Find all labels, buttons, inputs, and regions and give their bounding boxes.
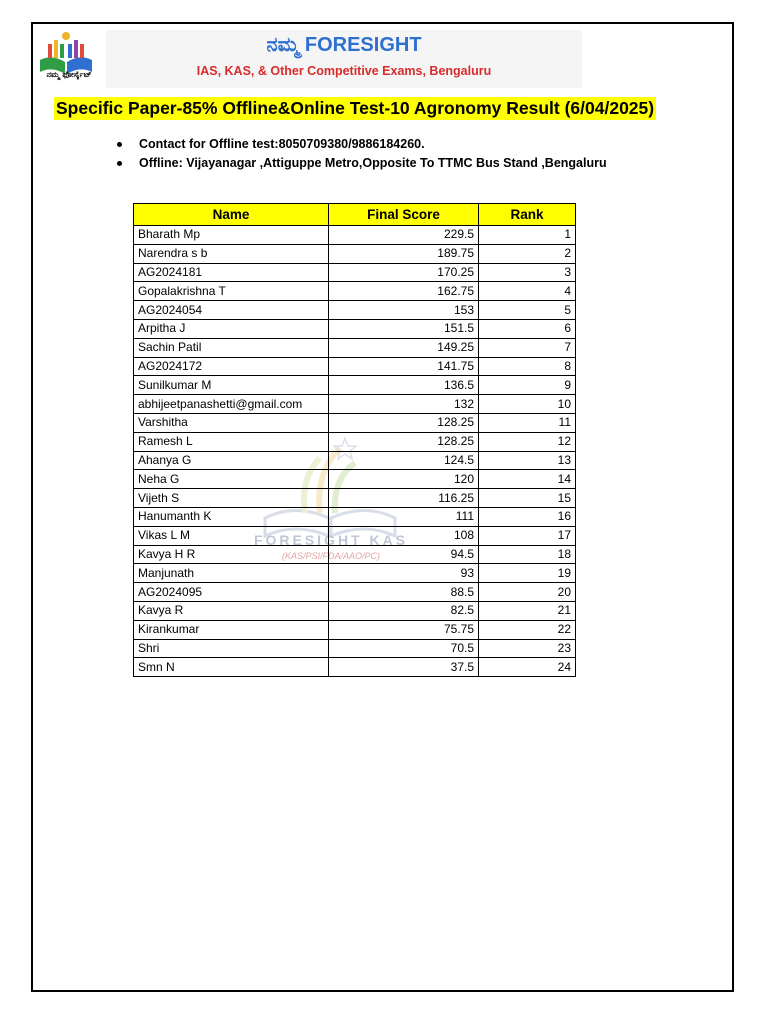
cell-name: Kirankumar (134, 620, 329, 639)
cell-final-score: 75.75 (329, 620, 479, 639)
table-row (134, 507, 576, 526)
table-row (134, 583, 576, 602)
cell-name: Hanumanth K (134, 507, 329, 526)
table-row (134, 564, 576, 583)
table-row (134, 357, 576, 376)
cell-rank: 6 (479, 319, 576, 338)
cell-rank: 17 (479, 526, 576, 545)
cell-final-score: 141.75 (329, 357, 479, 376)
cell-final-score: 93 (329, 564, 479, 583)
table-row (134, 470, 576, 489)
cell-name: Vijeth S (134, 489, 329, 508)
cell-name: Sachin Patil (134, 338, 329, 357)
table-row (134, 338, 576, 357)
cell-name: Ramesh L (134, 432, 329, 451)
cell-rank: 20 (479, 583, 576, 602)
table-row (134, 319, 576, 338)
cell-final-score: 82.5 (329, 601, 479, 620)
cell-name: Kavya H R (134, 545, 329, 564)
cell-rank: 5 (479, 301, 576, 320)
cell-name: Shri (134, 639, 329, 658)
result-title: Specific Paper-85% Offline&Online Test-10 Agronomy Result (6/04/2025) (56, 98, 655, 118)
contact-list (117, 135, 607, 173)
table-row (134, 376, 576, 395)
cell-final-score: 132 (329, 395, 479, 414)
table-row (134, 301, 576, 320)
table-row (134, 413, 576, 432)
contact-phone: Contact for Offline test:8050709380/9886184260. (117, 135, 607, 154)
cell-rank: 10 (479, 395, 576, 414)
table-row (134, 489, 576, 508)
table-row (134, 526, 576, 545)
cell-name: Arpitha J (134, 319, 329, 338)
cell-final-score: 189.75 (329, 244, 479, 263)
cell-final-score: 128.25 (329, 413, 479, 432)
cell-name: Manjunath (134, 564, 329, 583)
cell-name: AG2024181 (134, 263, 329, 282)
table-row (134, 432, 576, 451)
header-name: Name (134, 204, 329, 226)
header-title: ನಮ್ಮ FORESIGHT (266, 34, 422, 56)
cell-final-score: 108 (329, 526, 479, 545)
header-final-score: Final Score (329, 204, 479, 226)
cell-final-score: 94.5 (329, 545, 479, 564)
cell-rank: 22 (479, 620, 576, 639)
table-row (134, 282, 576, 301)
cell-name: Vikas L M (134, 526, 329, 545)
cell-final-score: 162.75 (329, 282, 479, 301)
cell-name: Bharath Mp (134, 226, 329, 245)
cell-name: Gopalakrishna T (134, 282, 329, 301)
table-row (134, 244, 576, 263)
cell-name: AG2024054 (134, 301, 329, 320)
cell-rank: 1 (479, 226, 576, 245)
cell-name: Ahanya G (134, 451, 329, 470)
table-row (134, 620, 576, 639)
watermark-text: FORESIGHT KAS (253, 532, 409, 548)
cell-rank: 14 (479, 470, 576, 489)
contact-address: Offline: Vijayanagar ,Attiguppe Metro,Opposite To TTMC Bus Stand ,Bengaluru (117, 154, 607, 173)
cell-name: Neha G (134, 470, 329, 489)
table-row (134, 658, 576, 677)
cell-final-score: 151.5 (329, 319, 479, 338)
cell-name: AG2024095 (134, 583, 329, 602)
cell-final-score: 149.25 (329, 338, 479, 357)
table-row (134, 545, 576, 564)
cell-name: Narendra s b (134, 244, 329, 263)
cell-name: Varshitha (134, 413, 329, 432)
cell-final-score: 88.5 (329, 583, 479, 602)
header-subtitle: IAS, KAS, & Other Competitive Exams, Bengaluru (196, 64, 492, 78)
cell-rank: 11 (479, 413, 576, 432)
cell-rank: 16 (479, 507, 576, 526)
table-header-row (134, 204, 576, 226)
cell-rank: 9 (479, 376, 576, 395)
cell-final-score: 136.5 (329, 376, 479, 395)
table-row (134, 226, 576, 245)
results-table (133, 203, 576, 677)
cell-final-score: 128.25 (329, 432, 479, 451)
cell-name: abhijeetpanashetti@gmail.com (134, 395, 329, 414)
cell-rank: 19 (479, 564, 576, 583)
table-row (134, 395, 576, 414)
cell-final-score: 153 (329, 301, 479, 320)
table-row (134, 451, 576, 470)
cell-rank: 24 (479, 658, 576, 677)
header-banner (106, 30, 582, 88)
cell-rank: 7 (479, 338, 576, 357)
cell-rank: 8 (479, 357, 576, 376)
cell-final-score: 111 (329, 507, 479, 526)
cell-rank: 21 (479, 601, 576, 620)
cell-final-score: 120 (329, 470, 479, 489)
cell-rank: 23 (479, 639, 576, 658)
cell-rank: 2 (479, 244, 576, 263)
cell-final-score: 37.5 (329, 658, 479, 677)
cell-rank: 18 (479, 545, 576, 564)
table-row (134, 601, 576, 620)
cell-rank: 3 (479, 263, 576, 282)
cell-final-score: 124.5 (329, 451, 479, 470)
watermark-subtext: (KAS/PSI/FDA/AAO/PC) (281, 551, 381, 561)
cell-rank: 12 (479, 432, 576, 451)
cell-name: Sunilkumar M (134, 376, 329, 395)
table-row (134, 639, 576, 658)
results-body (134, 226, 576, 677)
cell-name: Smn N (134, 658, 329, 677)
logo-text: ನಮ್ಮ ಫೋರ್ಸೈಟ್ (46, 70, 92, 79)
cell-name: Kavya R (134, 601, 329, 620)
cell-rank: 4 (479, 282, 576, 301)
cell-final-score: 70.5 (329, 639, 479, 658)
cell-rank: 15 (479, 489, 576, 508)
cell-final-score: 116.25 (329, 489, 479, 508)
cell-final-score: 229.5 (329, 226, 479, 245)
cell-final-score: 170.25 (329, 263, 479, 282)
cell-rank: 13 (479, 451, 576, 470)
header-rank: Rank (479, 204, 576, 226)
table-row (134, 263, 576, 282)
cell-name: AG2024172 (134, 357, 329, 376)
